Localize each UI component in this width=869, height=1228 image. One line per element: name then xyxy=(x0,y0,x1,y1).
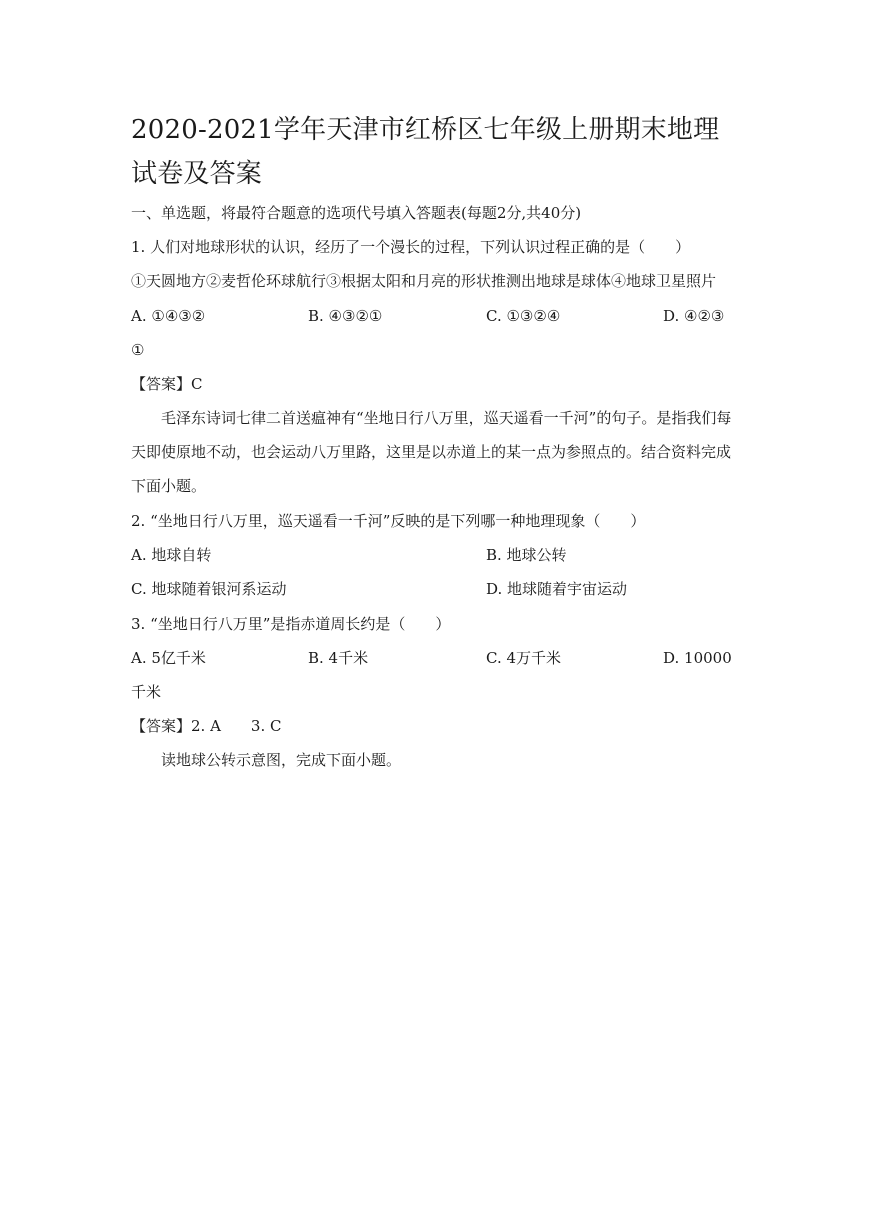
question-1-answer: 【答案】C xyxy=(131,375,203,393)
question-3-option-b: B. 4千米 xyxy=(308,649,369,667)
question-3-option-a: A. 5亿千米 xyxy=(131,649,206,667)
question-3-option-d: D. 10000 xyxy=(663,649,732,667)
question-2-option-d: D. 地球随着宇宙运动 xyxy=(486,580,628,598)
question-1-option-d-continued: ① xyxy=(131,341,145,359)
section-heading: 一、单选题，将最符合题意的选项代号填入答题表(每题2分,共40分) xyxy=(131,204,582,222)
question-2-stem: 2. “坐地日行八万里，巡天遥看一千河”反映的是下列哪一种地理现象（ ） xyxy=(131,512,646,530)
question-1-option-d: D. ④②③ xyxy=(663,307,725,325)
question-1-statement: ①天圆地方②麦哲伦环球航行③根据太阳和月亮的形状推测出地球是球体④地球卫星照片 xyxy=(131,272,717,290)
question-3-option-c: C. 4万千米 xyxy=(486,649,562,667)
question-2-option-c: C. 地球随着银河系运动 xyxy=(131,580,287,598)
question-1-stem: 1. 人们对地球形状的认识，经历了一个漫长的过程，下列认识过程正确的是（ ） xyxy=(131,238,691,256)
passage-text: 毛泽东诗词七律二首送瘟神有“坐地日行八万里，巡天遥看一千河”的句子。是指我们每天即使原地不动，也会运动八万里路，这里是以赤道上的某一点为参照点的。结合资料完成下面小题。 xyxy=(131,409,732,495)
question-2-option-b: B. 地球公转 xyxy=(486,546,567,564)
question-3-stem: 3. “坐地日行八万里”是指赤道周长约是（ ） xyxy=(131,615,451,633)
question-3-option-d-continued: 千米 xyxy=(131,683,162,701)
question-1-option-c: C. ①③②④ xyxy=(486,307,561,325)
reading-prompt: 读地球公转示意图，完成下面小题。 xyxy=(161,751,402,769)
question-1-option-b: B. ④③②① xyxy=(308,307,383,325)
question-2-option-a: A. 地球自转 xyxy=(131,546,212,564)
question-1-option-a: A. ①④③② xyxy=(131,307,206,325)
answer-2-3: 【答案】2. A 3. C xyxy=(131,717,282,735)
document-title: 2020-2021学年天津市红桥区七年级上册期末地理试卷及答案 xyxy=(131,115,720,189)
